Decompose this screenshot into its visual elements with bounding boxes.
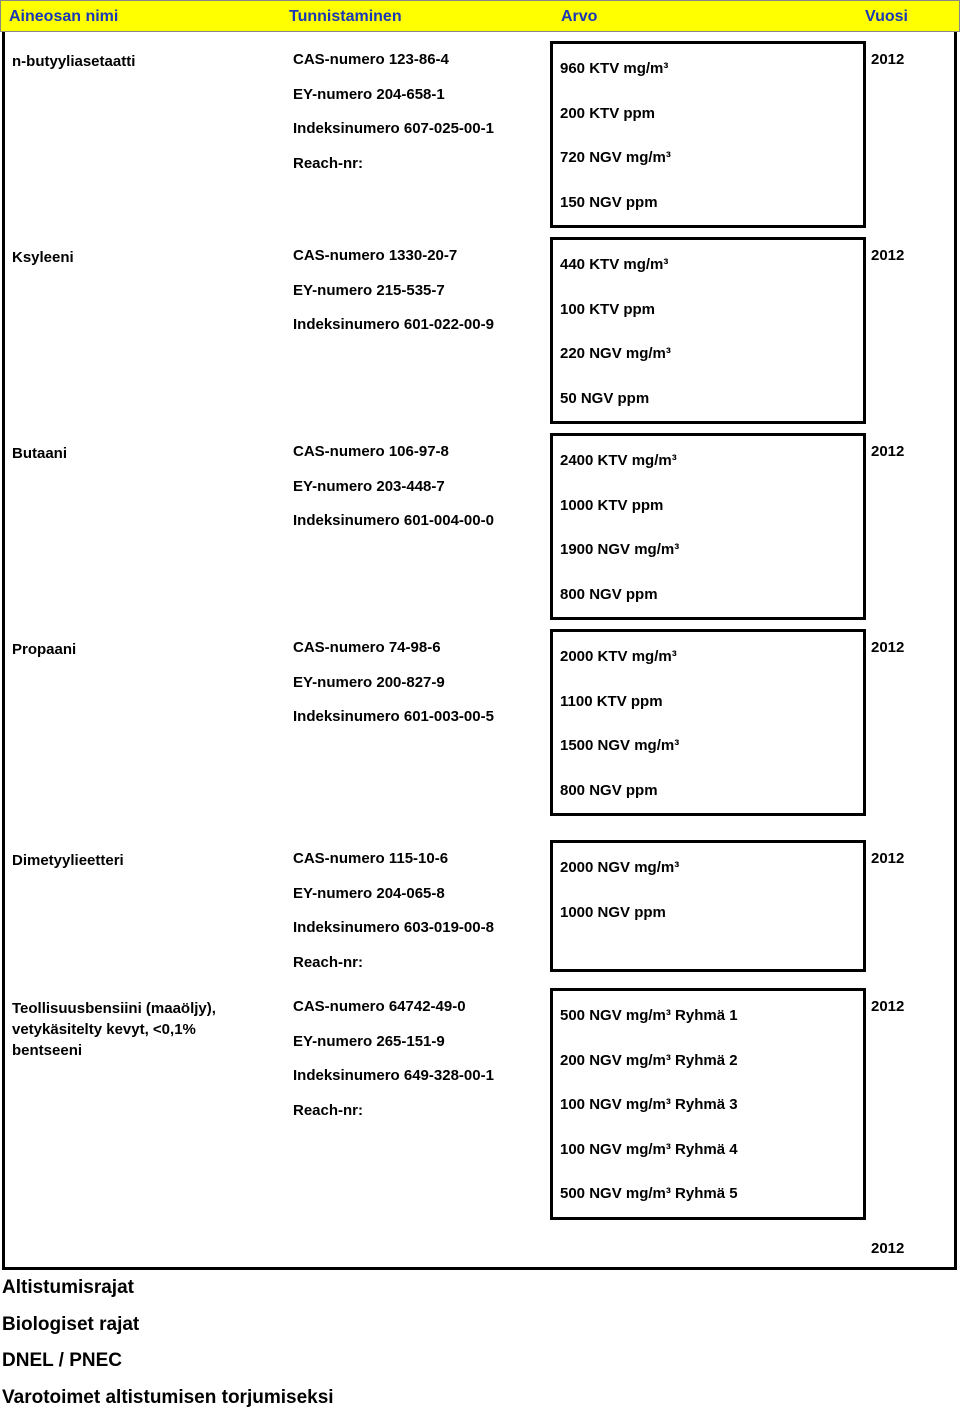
limit-value: 100 KTV ppm <box>560 301 671 346</box>
limit-value: 2000 NGV mg/m³ <box>560 859 679 904</box>
limit-value: 100 NGV mg/m³ Ryhmä 4 <box>560 1141 738 1186</box>
ey-number: EY-numero 204-065-8 <box>293 885 494 920</box>
limit-value: 150 NGV ppm <box>560 194 671 239</box>
value-list <box>560 256 671 434</box>
year: 2012 <box>871 998 904 1015</box>
limit-value: 1000 NGV ppm <box>560 904 679 949</box>
ey-number: EY-numero 200-827-9 <box>293 674 494 709</box>
ey-number: EY-numero 204-658-1 <box>293 86 494 121</box>
cas-number: CAS-numero 106-97-8 <box>293 443 494 478</box>
identification-list <box>293 247 494 351</box>
identification-list <box>293 443 494 547</box>
year: 2012 <box>871 51 904 68</box>
limit-value: 500 NGV mg/m³ Ryhmä 5 <box>560 1185 738 1230</box>
ey-number: EY-numero 203-448-7 <box>293 478 494 513</box>
limit-value: 50 NGV ppm <box>560 390 671 435</box>
limit-value: 1500 NGV mg/m³ <box>560 737 679 782</box>
heading-exposure-controls: Varotoimet altistumisen torjumiseksi <box>2 1386 334 1422</box>
ey-number: EY-numero 265-151-9 <box>293 1033 494 1068</box>
limit-value: 720 NGV mg/m³ <box>560 149 671 194</box>
component-name: Butaani <box>12 443 252 464</box>
value-list <box>560 859 679 948</box>
reach-number: Reach-nr: <box>293 155 494 190</box>
reach-number: Reach-nr: <box>293 954 494 989</box>
cas-number: CAS-numero 1330-20-7 <box>293 247 494 282</box>
year: 2012 <box>871 1240 904 1257</box>
index-number: Indeksinumero 603-019-00-8 <box>293 919 494 954</box>
ey-number: EY-numero 215-535-7 <box>293 282 494 317</box>
index-number: Indeksinumero 601-022-00-9 <box>293 316 494 351</box>
section-headings <box>2 1276 334 1422</box>
value-list <box>560 1007 738 1230</box>
limit-value: 2000 KTV mg/m³ <box>560 648 679 693</box>
index-number: Indeksinumero 601-004-00-0 <box>293 512 494 547</box>
column-header-value: Arvo <box>561 8 597 26</box>
value-list <box>560 452 679 630</box>
heading-exposure-limits: Altistumisrajat <box>2 1276 334 1313</box>
column-header-year: Vuosi <box>865 8 908 26</box>
limit-value: 800 NGV ppm <box>560 586 679 631</box>
identification-list <box>293 998 494 1136</box>
cas-number: CAS-numero 115-10-6 <box>293 850 494 885</box>
limit-value: 220 NGV mg/m³ <box>560 345 671 390</box>
component-name: Propaani <box>12 639 252 660</box>
component-name: n-butyyliasetaatti <box>12 51 252 72</box>
value-list <box>560 648 679 826</box>
year: 2012 <box>871 443 904 460</box>
limit-value: 200 NGV mg/m³ Ryhmä 2 <box>560 1052 738 1097</box>
year: 2012 <box>871 639 904 656</box>
identification-list <box>293 51 494 189</box>
index-number: Indeksinumero 649-328-00-1 <box>293 1067 494 1102</box>
component-name: Teollisuusbensiini (maaöljy), vetykäsitelty kevyt, <0,1% bentseeni <box>12 998 252 1061</box>
heading-dnel-pnec: DNEL / PNEC <box>2 1349 334 1386</box>
value-list <box>560 60 671 238</box>
limit-value: 800 NGV ppm <box>560 782 679 827</box>
column-header-identification: Tunnistaminen <box>289 8 402 26</box>
limit-value: 440 KTV mg/m³ <box>560 256 671 301</box>
year: 2012 <box>871 850 904 867</box>
limit-value: 1900 NGV mg/m³ <box>560 541 679 586</box>
cas-number: CAS-numero 64742-49-0 <box>293 998 494 1033</box>
identification-list <box>293 639 494 743</box>
index-number: Indeksinumero 607-025-00-1 <box>293 120 494 155</box>
heading-biological-limits: Biologiset rajat <box>2 1313 334 1350</box>
table-header <box>0 0 960 32</box>
limit-value: 1100 KTV ppm <box>560 693 679 738</box>
component-name: Ksyleeni <box>12 247 252 268</box>
limit-value: 1000 KTV ppm <box>560 497 679 542</box>
identification-list <box>293 850 494 988</box>
cas-number: CAS-numero 123-86-4 <box>293 51 494 86</box>
limit-value: 100 NGV mg/m³ Ryhmä 3 <box>560 1096 738 1141</box>
limit-value: 200 KTV ppm <box>560 105 671 150</box>
limit-value: 960 KTV mg/m³ <box>560 60 671 105</box>
column-header-name: Aineosan nimi <box>9 8 118 26</box>
index-number: Indeksinumero 601-003-00-5 <box>293 708 494 743</box>
limit-value: 500 NGV mg/m³ Ryhmä 1 <box>560 1007 738 1052</box>
component-name: Dimetyylieetteri <box>12 850 252 871</box>
limit-value: 2400 KTV mg/m³ <box>560 452 679 497</box>
year: 2012 <box>871 247 904 264</box>
reach-number: Reach-nr: <box>293 1102 494 1137</box>
cas-number: CAS-numero 74-98-6 <box>293 639 494 674</box>
